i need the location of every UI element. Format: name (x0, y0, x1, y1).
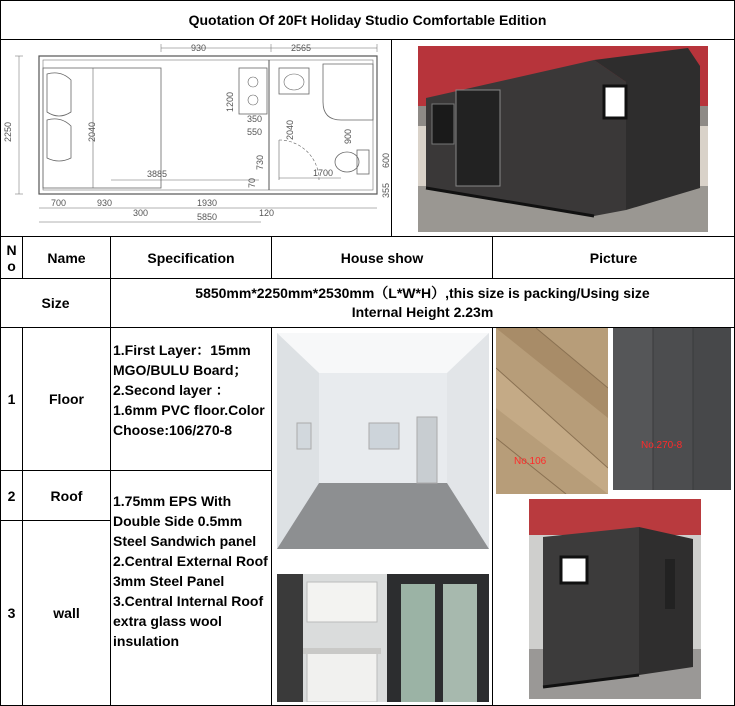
dim-1200: 1200 (225, 91, 235, 112)
row-1-spec: 1.First Layer：15mm MGO/BULU Board； 2.Second layer ：1.6mm PVC floor.Color Choose:106/270-8 (110, 327, 272, 471)
size-value (110, 278, 735, 328)
house-show-cell (271, 327, 493, 706)
dim-900: 900 (343, 128, 353, 144)
dim-2040-left: 2040 (87, 121, 97, 142)
row-3-name: wall (22, 520, 111, 706)
dim-700: 700 (51, 198, 67, 208)
roof-wall-spec: 1.75mm EPS With Double Side 0.5mm Steel Sandwich panel 2.Central External Roof 3mm Steel Panel 3.Central Internal Roof extra glass wool insulation (110, 470, 272, 706)
wood-floor-sample (496, 328, 608, 494)
row-1-name: Floor (22, 327, 111, 471)
size-line-1: 5850mm*2250mm*2530mm（L*W*H）,this size is packing/Using size (195, 285, 650, 301)
row-2-no: 2 (0, 470, 23, 521)
dim-1930: 1930 (197, 198, 218, 208)
header-specification: Specification (110, 236, 272, 279)
sample-label-270-8: No.270-8 (641, 440, 683, 451)
dim-1700: 1700 (313, 168, 334, 178)
exterior-photo-cell (391, 39, 735, 237)
interior-room-photo (277, 333, 489, 549)
dim-730: 730 (255, 154, 265, 170)
quotation-title: Quotation Of 20Ft Holiday Studio Comfortable Edition (0, 0, 735, 40)
size-label: Size (0, 278, 111, 328)
dim-930: 930 (191, 43, 207, 53)
dim-5850: 5850 (197, 212, 218, 222)
row-1-no: 1 (0, 327, 23, 471)
dark-floor-sample (613, 328, 731, 490)
size-line-2: Internal Height 2.23m (351, 304, 494, 320)
container-exterior-photo (418, 46, 708, 232)
dim-70: 70 (247, 177, 257, 188)
row-3-no: 3 (0, 520, 23, 706)
dim-350: 350 (247, 114, 263, 124)
floor-plan-cell (0, 39, 392, 237)
dim-300: 300 (133, 208, 149, 218)
dim-3885: 3885 (147, 169, 168, 179)
dim-2040-right: 2040 (285, 119, 295, 140)
header-house-show: House show (271, 236, 493, 279)
dim-120: 120 (259, 208, 275, 218)
header-picture: Picture (492, 236, 735, 279)
kitchen-photo (277, 574, 489, 702)
sample-label-106: No.106 (514, 456, 547, 467)
dim-355: 355 (381, 182, 391, 198)
container-exterior-photo-2 (529, 499, 701, 699)
header-no: N o (0, 236, 23, 279)
row-2-name: Roof (22, 470, 111, 521)
dim-930-b: 930 (97, 198, 113, 208)
dim-600: 600 (381, 152, 391, 168)
floor-plan-drawing (1, 40, 391, 236)
header-name: Name (22, 236, 111, 279)
dim-2250: 2250 (3, 121, 13, 142)
dim-550: 550 (247, 127, 263, 137)
dim-2565: 2565 (291, 43, 312, 53)
picture-cell (492, 327, 735, 706)
